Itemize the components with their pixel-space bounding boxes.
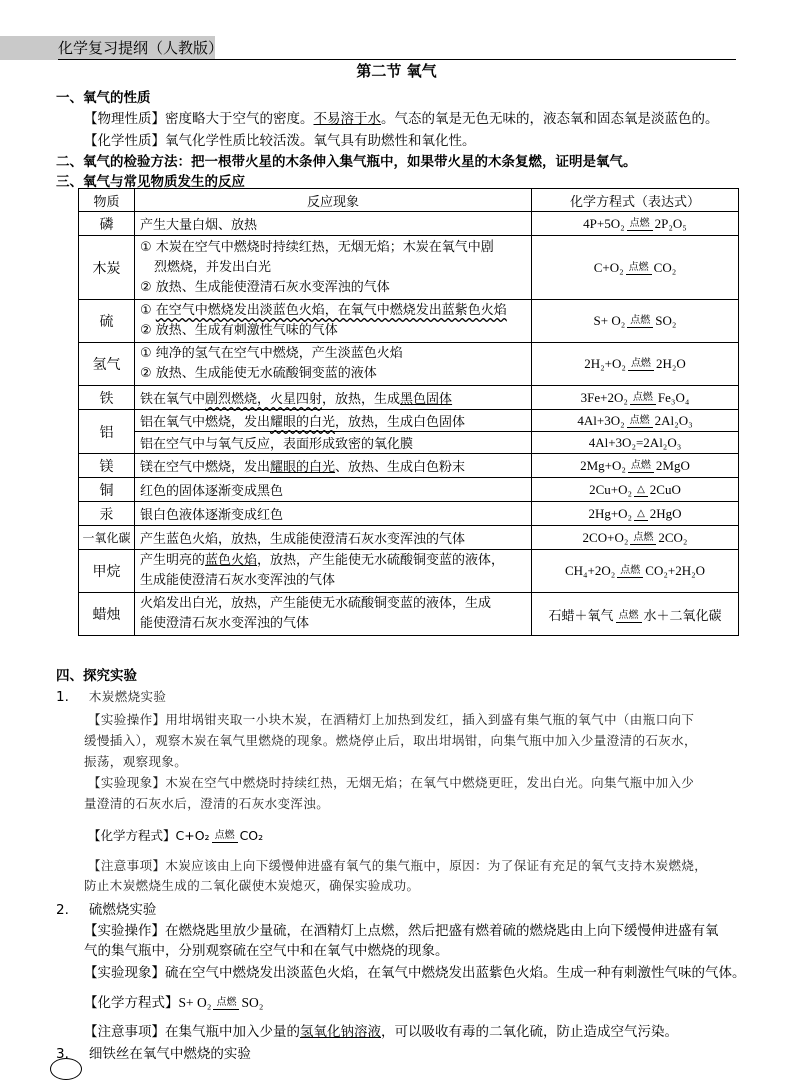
equation-cell (532, 236, 739, 300)
condition-arrow (628, 461, 654, 474)
phenomenon-text: 在空气中燃烧发出淡蓝色火焰，在氧气中燃烧发出蓝紫色火焰 (155, 303, 507, 318)
phenomenon-line: ② 放热、生成有刺激性气味的气体 (140, 323, 338, 338)
item-mark: ① (140, 303, 152, 318)
phenomenon-cell (135, 343, 532, 386)
phenomenon-cell: 铝在空气中与氧气反应，表面形成致密的氧化膜 (135, 432, 532, 454)
phenomenon-line: ① 纯净的氢气在空气中燃烧，产生淡蓝色火焰 (140, 346, 403, 361)
page-number-badge (50, 1058, 82, 1080)
phenomenon-cell (135, 454, 532, 478)
eq-rhs: CO₂+2H₂O (645, 563, 706, 578)
eq-condition: 点燃 (616, 611, 642, 623)
s2-heading: 二、氧气的检验方法： (56, 154, 191, 170)
equation-cell (532, 478, 739, 502)
eq-lhs: S+ O₂ (593, 313, 626, 328)
section-title: 第二节 氧气 (356, 62, 437, 80)
s3-heading: 三、氧气与常见物质发生的反应 (56, 174, 245, 190)
equation-cell (532, 410, 739, 432)
eq-condition: 点燃 (630, 533, 656, 545)
condition-arrow (634, 485, 648, 498)
eq-rhs: 2CuO (649, 481, 681, 497)
phys-tag: 【物理性质】 (84, 111, 165, 127)
phenomenon-line: ① 木炭在空气中燃烧时持续红热，无烟无焰；木炭在氧气中剧 (140, 239, 494, 255)
eq-tag: 【化学方程式】 (88, 828, 176, 843)
phenomenon-text: 镁在空气中燃烧，发出 (140, 460, 271, 475)
table-row (79, 343, 739, 386)
col-phenomenon: 反应现象 (135, 189, 532, 212)
condition-arrow (627, 316, 653, 329)
condition-arrow (626, 263, 652, 276)
phenomenon-text: 铝在氧气中燃烧，发出 (140, 415, 271, 430)
condition-arrow (616, 611, 642, 624)
col-substance: 物质 (79, 189, 135, 212)
eq-rhs: 2CO₂ (658, 529, 688, 545)
exp-number: 1. (56, 689, 69, 705)
eq-condition: 点燃 (627, 316, 653, 328)
eq-condition: 点燃 (627, 219, 653, 231)
condition-arrow (213, 998, 239, 1011)
chem-tag: 【化学性质】 (84, 133, 165, 149)
substance-cell: 木炭 (79, 236, 135, 300)
substance-cell: 甲烷 (79, 550, 135, 593)
condition-arrow (634, 509, 648, 522)
phenomenon-text: 耀眼的白光 (270, 460, 336, 475)
equation-cell: 4Al+3O₂=2Al₂O₃ (532, 432, 739, 454)
substance-cell: 汞 (79, 502, 135, 526)
exp-title: 木炭燃烧实验 (88, 689, 167, 704)
exp2-title-line (56, 898, 156, 918)
eq-lhs: 2CO+O₂ (582, 529, 629, 545)
phenomenon-text: 铁在氧气中 (140, 392, 206, 407)
exp1-note-line: 防止木炭燃烧生成的二氧化碳使木炭熄灭，确保实验成功。 (84, 878, 420, 893)
phenomenon-line (140, 551, 526, 571)
s1-heading: 一、氧气的性质 (56, 90, 151, 106)
table-row (79, 212, 739, 236)
equation-cell (532, 386, 739, 410)
eq-rhs: SO₂ (655, 313, 677, 328)
table-row (79, 300, 739, 343)
substance-cell: 磷 (79, 212, 135, 236)
s4-heading: 四、探究实验 (56, 668, 137, 684)
phenomenon-text: ，放热，生成 (322, 392, 401, 407)
table-row (79, 526, 739, 550)
eq-lhs: CH₄+2O₂ (564, 563, 616, 578)
substance-cell: 一氧化碳 (79, 526, 135, 550)
phenomenon-text: ，放热，产生能使无水硫酸铜变蓝的液体， (257, 553, 505, 568)
phys-c: 。气态的氧是无色无味的，液态氧和固态氧是淡蓝色的。 (381, 111, 719, 127)
eq-lhs: 4P+5O₂ (583, 215, 625, 231)
eq-tag: 【化学方程式】 (84, 995, 179, 1011)
exp1-title-line (56, 687, 166, 705)
exp-title: 细铁丝在氧气中燃烧的实验 (88, 1046, 251, 1062)
eq-lhs: S+ O₂ (178, 995, 212, 1010)
eq-lhs: C+O₂ (175, 828, 210, 843)
condition-arrow (630, 393, 656, 406)
eq-rhs: 2H₂O (655, 356, 686, 371)
eq-condition: 点燃 (626, 263, 652, 275)
substance-cell: 蜡烛 (79, 593, 135, 636)
table-row (79, 478, 739, 502)
phenomenon-line: ② 放热、生成能使澄清石灰水变浑浊的气体 (140, 279, 390, 295)
exp2-equation (84, 991, 263, 1011)
substance-cell: 硫 (79, 300, 135, 343)
phenomenon-line: ② 放热、生成能使无水硫酸铜变蓝的液体 (140, 366, 377, 381)
phenomenon-cell (135, 593, 532, 636)
reaction-table (78, 188, 739, 636)
exp1-obs-line: 【实验现象】木炭在空气中燃烧时持续红热，无烟无焰；在氧气中燃烧更旺，发出白光。向集气瓶中加入少 (88, 775, 695, 790)
eq-lhs: 2Hg+O₂ (588, 505, 633, 521)
col-equation: 化学方程式（表达式） (532, 189, 739, 212)
eq-lhs: 2Mg+O₂ (580, 457, 626, 473)
phenomenon-text: 产生明亮的 (140, 553, 206, 568)
eq-condition: 点燃 (627, 416, 653, 428)
eq-lhs: 2H₂+O₂ (584, 356, 626, 371)
phenomenon-text: 黑色固体 (400, 392, 453, 407)
phys-a: 密度略大于空气的密度。 (165, 111, 314, 127)
exp3-title-line (56, 1042, 251, 1062)
equation-cell (532, 526, 739, 550)
exp1-obs-line: 量澄清的石灰水后，澄清的石灰水变浑浊。 (84, 796, 330, 811)
exp2-op-line: 气的集气瓶中，分别观察硫在空气中和在氧气中燃烧的现象。 (84, 943, 449, 959)
eq-rhs: CO₂ (653, 259, 677, 275)
eq-lhs: 4Al+3O₂ (577, 412, 625, 428)
table-row (79, 432, 739, 454)
phenomenon-cell: 产生蓝色火焰，放热，生成能使澄清石灰水变浑浊的气体 (135, 526, 532, 550)
eq-lhs: 3Fe+2O₂ (580, 389, 628, 405)
phenomenon-cell (135, 386, 532, 410)
exp1-equation (88, 826, 263, 844)
exp-number: 3. (56, 1046, 69, 1062)
eq-rhs: SO₂ (241, 995, 264, 1010)
eq-rhs: CO₂ (239, 828, 264, 843)
table-row (79, 550, 739, 593)
phenomenon-line: 生成能使澄清石灰水变浑浊的气体 (140, 573, 336, 588)
phenomenon-line: 火焰发出白光，放热，产生能使无水硫酸铜变蓝的液体，生成 (140, 596, 492, 611)
eq-condition: 点燃 (628, 359, 654, 371)
condition-arrow (212, 831, 238, 844)
equation-cell (532, 212, 739, 236)
eq-rhs: 2HgO (649, 505, 682, 521)
phenomenon-cell: 产生大量白烟、放热 (135, 212, 532, 236)
exp2-op-line: 【实验操作】在燃烧匙里放少量硫，在酒精灯上点燃，然后把盛有燃着硫的燃烧匙由上向下缓慢伸进盛有氧 (84, 923, 719, 939)
phenomenon-cell: 红色的固体逐渐变成黑色 (135, 478, 532, 502)
eq-rhs: 水＋二氧化碳 (643, 608, 722, 624)
eq-lhs: 2Cu+O₂ (589, 481, 633, 497)
exp-title: 硫燃烧实验 (88, 902, 157, 918)
condition-arrow (617, 566, 643, 579)
table-row (79, 236, 739, 300)
phenomenon-text: 、放热、生成白色粉末 (335, 460, 466, 475)
exp-number: 2. (56, 902, 69, 918)
phenomenon-text: 蓝色火焰 (205, 553, 258, 568)
note-text: 氢氧化钠溶液 (300, 1024, 381, 1040)
substance-cell: 氢气 (79, 343, 135, 386)
phenomenon-text: 剧烈燃烧，火星四射 (205, 392, 323, 407)
phenomenon-cell: 银白色液体逐渐变成红色 (135, 502, 532, 526)
note-text: ，可以吸收有毒的二氧化硫，防止造成空气污染。 (381, 1024, 678, 1040)
condition-arrow (627, 219, 653, 232)
eq-condition: 点燃 (630, 393, 656, 405)
exp2-obs-line: 【实验现象】硫在空气中燃烧发出淡蓝色火焰，在氧气中燃烧发出蓝紫色火焰。生成一种有刺激性气味的气体。 (84, 965, 746, 981)
eq-condition: △ (634, 485, 648, 497)
s1-chemical-properties (84, 129, 476, 149)
exp1-op-line: 缓慢插入），观察木炭在氧气里燃烧的现象。燃烧停止后，取出坩埚钳，向集气瓶中加入少量澄清的石灰水， (84, 733, 697, 748)
equation-cell (532, 550, 739, 593)
condition-arrow (628, 359, 654, 372)
s2-text: 把一根带火星的木条伸入集气瓶中，如果带火星的木条复燃，证明是氧气。 (191, 154, 637, 170)
exp1-op-line: 振荡，观察现象。 (84, 754, 188, 769)
eq-rhs: 2Al₂O₃ (654, 412, 693, 428)
phenomenon-text: 耀眼的白光 (270, 415, 336, 430)
phenomenon-cell (135, 300, 532, 343)
eq-rhs: 2P₂O₅ (654, 215, 687, 231)
substance-cell: 铜 (79, 478, 135, 502)
equation-cell (532, 343, 739, 386)
equation-cell (532, 454, 739, 478)
phenomenon-text: ，放热，生成白色固体 (335, 415, 466, 430)
chem-text: 氧气化学性质比较活泼。氧气具有助燃性和氧化性。 (165, 133, 476, 149)
exp1-note-line: 【注意事项】木炭应该由上向下缓慢伸进盛有氧气的集气瓶中，原因：为了保证有充足的氧气支持木炭燃烧， (88, 858, 708, 873)
exp1-op-line: 【实验操作】用坩埚钳夹取一小块木炭，在酒精灯上加热到发红，插入到盛有集气瓶的氧气中（由瓶口向下 (88, 712, 695, 727)
eq-lhs: 石蜡＋氧气 (548, 608, 614, 624)
phenomenon-cell (135, 550, 532, 593)
phenomenon-line: 烈燃烧，并发出白光 (154, 259, 272, 275)
eq-condition: 点燃 (213, 998, 239, 1010)
eq-rhs: 2MgO (655, 457, 690, 473)
s2-line (56, 150, 637, 170)
table-row (79, 386, 739, 410)
table-row (79, 502, 739, 526)
phenomenon-cell (135, 236, 532, 300)
equation-cell (532, 300, 739, 343)
condition-arrow (627, 416, 653, 429)
eq-condition: 点燃 (212, 831, 238, 843)
note-text: 【注意事项】在集气瓶中加入少量的 (84, 1024, 300, 1040)
table-row (79, 454, 739, 478)
equation-cell (532, 502, 739, 526)
table-row (79, 593, 739, 636)
equation-cell (532, 593, 739, 636)
exp2-note-line (84, 1020, 678, 1040)
condition-arrow (630, 533, 656, 546)
table-header-row (79, 189, 739, 212)
s1-physical-properties (84, 107, 719, 127)
phenomenon-cell (135, 410, 532, 432)
substance-cell: 镁 (79, 454, 135, 478)
substance-cell: 铁 (79, 386, 135, 410)
phenomenon-line: 能使澄清石灰水变浑浊的气体 (140, 616, 310, 631)
phys-b: 不易溶于水 (313, 111, 381, 127)
eq-condition: 点燃 (628, 461, 654, 473)
eq-condition: △ (634, 509, 648, 521)
eq-lhs: C+O₂ (593, 259, 624, 275)
book-title: 化学复习提纲（人教版） (58, 39, 224, 57)
substance-cell: 铝 (79, 410, 135, 454)
table-row (79, 410, 739, 432)
eq-condition: 点燃 (617, 566, 643, 578)
eq-rhs: Fe₃O₄ (657, 389, 690, 405)
phenomenon-line (140, 301, 526, 321)
